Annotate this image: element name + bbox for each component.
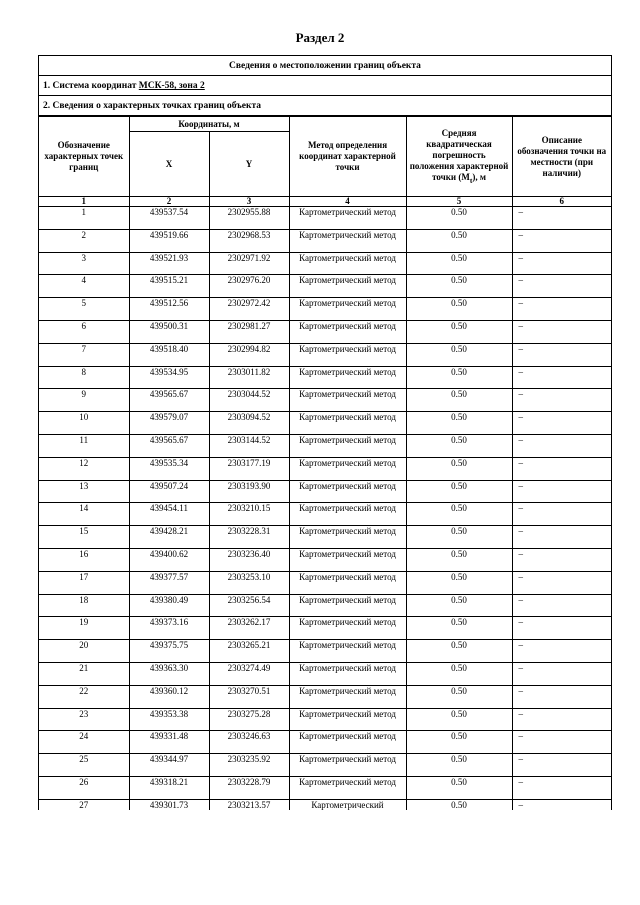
cell-err: 0.50: [406, 434, 512, 457]
cell-n: 26: [39, 776, 129, 799]
table-row: [39, 754, 611, 777]
table-row: [39, 731, 611, 754]
cell-err: 0.50: [406, 594, 512, 617]
boundary-form: [38, 55, 612, 810]
cell-n: 21: [39, 662, 129, 685]
cell-method: Картометрический метод: [289, 252, 406, 275]
cell-err: 0.50: [406, 389, 512, 412]
cell-n: 16: [39, 548, 129, 571]
table-row: [39, 503, 611, 526]
points-table: [39, 116, 611, 810]
cell-x: 439534.95: [129, 366, 209, 389]
cell-err: 0.50: [406, 685, 512, 708]
cell-x: 439537.54: [129, 207, 209, 230]
cell-desc: –: [512, 229, 611, 252]
cell-y: 2303236.40: [209, 548, 289, 571]
cell-method: Картометрический метод: [289, 366, 406, 389]
cell-err: 0.50: [406, 320, 512, 343]
cell-y: 2303044.52: [209, 389, 289, 412]
cell-y: 2303210.15: [209, 503, 289, 526]
cell-method: Картометрический метод: [289, 617, 406, 640]
cell-y: 2303274.49: [209, 662, 289, 685]
cell-method: Картометрический метод: [289, 275, 406, 298]
cell-method: Картометрический метод: [289, 229, 406, 252]
cell-method: Картометрический метод: [289, 343, 406, 366]
cell-desc: –: [512, 503, 611, 526]
cell-desc: –: [512, 708, 611, 731]
cell-err: 0.50: [406, 366, 512, 389]
cell-desc: –: [512, 662, 611, 685]
cell-n: 15: [39, 526, 129, 549]
cell-desc: –: [512, 457, 611, 480]
col-number: 2: [129, 197, 209, 207]
cell-y: 2302976.20: [209, 275, 289, 298]
col-number: 1: [39, 197, 129, 207]
cell-x: 439353.38: [129, 708, 209, 731]
section-title: Сведения о местоположении границ объекта: [39, 56, 611, 76]
cell-method: Картометрический метод: [289, 662, 406, 685]
cell-desc: –: [512, 571, 611, 594]
cell-desc: –: [512, 434, 611, 457]
table-row: [39, 685, 611, 708]
cell-x: 439318.21: [129, 776, 209, 799]
cell-n: 7: [39, 343, 129, 366]
table-row: [39, 594, 611, 617]
cell-desc: –: [512, 252, 611, 275]
cell-method: Картометрический метод: [289, 708, 406, 731]
cell-y: 2302994.82: [209, 343, 289, 366]
cell-x: 439518.40: [129, 343, 209, 366]
cell-err: 0.50: [406, 412, 512, 435]
table-row: [39, 548, 611, 571]
cell-err: 0.50: [406, 207, 512, 230]
cell-method: Картометрический метод: [289, 207, 406, 230]
cell-n: 3: [39, 252, 129, 275]
cell-x: 439535.34: [129, 457, 209, 480]
cell-err: 0.50: [406, 799, 512, 810]
cell-err: 0.50: [406, 731, 512, 754]
cell-y: 2302981.27: [209, 320, 289, 343]
cell-desc: –: [512, 389, 611, 412]
cell-n: 27: [39, 799, 129, 810]
cell-method: Картометрический метод: [289, 503, 406, 526]
cell-x: 439565.67: [129, 389, 209, 412]
cell-y: 2303144.52: [209, 434, 289, 457]
cell-method: Картометрический метод: [289, 298, 406, 321]
cell-x: 439507.24: [129, 480, 209, 503]
cell-x: 439515.21: [129, 275, 209, 298]
table-row: [39, 662, 611, 685]
points-title: 2. Сведения о характерных точках границ объекта: [39, 96, 611, 116]
cell-n: 13: [39, 480, 129, 503]
cell-err: 0.50: [406, 503, 512, 526]
cell-err: 0.50: [406, 526, 512, 549]
cell-desc: –: [512, 526, 611, 549]
cell-n: 6: [39, 320, 129, 343]
cell-method: Картометрический метод: [289, 526, 406, 549]
cell-y: 2302968.53: [209, 229, 289, 252]
cell-err: 0.50: [406, 548, 512, 571]
cell-x: 439301.73: [129, 799, 209, 810]
table-row: [39, 298, 611, 321]
table-row: [39, 799, 611, 810]
cell-n: 8: [39, 366, 129, 389]
cell-x: 439380.49: [129, 594, 209, 617]
table-row: [39, 207, 611, 230]
points-table-body: [39, 207, 611, 811]
header-x: X: [129, 132, 209, 197]
cell-desc: –: [512, 412, 611, 435]
cell-n: 22: [39, 685, 129, 708]
table-row: [39, 708, 611, 731]
cell-x: 439373.16: [129, 617, 209, 640]
table-row: [39, 366, 611, 389]
cell-y: 2303270.51: [209, 685, 289, 708]
cell-method: Картометрический метод: [289, 571, 406, 594]
cell-y: 2302971.92: [209, 252, 289, 275]
cell-err: 0.50: [406, 754, 512, 777]
cell-method: Картометрический метод: [289, 685, 406, 708]
table-row: [39, 776, 611, 799]
coord-system-value: МСК-58, зона 2: [138, 81, 205, 91]
cell-y: 2303253.10: [209, 571, 289, 594]
table-row: [39, 640, 611, 663]
header-point-designation: Обозначение характерных точек границ: [39, 117, 129, 197]
cell-n: 11: [39, 434, 129, 457]
cell-method: Картометрический метод: [289, 389, 406, 412]
col-number: 5: [406, 197, 512, 207]
cell-n: 5: [39, 298, 129, 321]
cell-x: 439500.31: [129, 320, 209, 343]
cell-err: 0.50: [406, 298, 512, 321]
cell-x: 439344.97: [129, 754, 209, 777]
cell-x: 439400.62: [129, 548, 209, 571]
cell-y: 2303228.79: [209, 776, 289, 799]
cell-desc: –: [512, 548, 611, 571]
cell-desc: –: [512, 320, 611, 343]
cell-desc: –: [512, 594, 611, 617]
cell-n: 23: [39, 708, 129, 731]
cell-n: 18: [39, 594, 129, 617]
table-row: [39, 617, 611, 640]
table-row: [39, 571, 611, 594]
header-method: Метод определения координат характерной точки: [289, 117, 406, 197]
cell-err: 0.50: [406, 708, 512, 731]
cell-method: Картометрический метод: [289, 594, 406, 617]
header-coordinates: Координаты, м: [129, 117, 289, 132]
cell-x: 439375.75: [129, 640, 209, 663]
header-description: Описание обозначения точки на местности (при наличии): [512, 117, 611, 197]
cell-desc: –: [512, 685, 611, 708]
cell-y: 2302972.42: [209, 298, 289, 321]
cell-y: 2303265.21: [209, 640, 289, 663]
cell-y: 2303228.31: [209, 526, 289, 549]
cell-x: 439519.66: [129, 229, 209, 252]
cell-desc: –: [512, 731, 611, 754]
cell-n: 4: [39, 275, 129, 298]
cell-y: 2303177.19: [209, 457, 289, 480]
cell-method: Картометрический метод: [289, 480, 406, 503]
cell-n: 9: [39, 389, 129, 412]
cell-desc: –: [512, 207, 611, 230]
cell-method: Картометрический метод: [289, 548, 406, 571]
cell-desc: –: [512, 480, 611, 503]
table-row: [39, 320, 611, 343]
cell-desc: –: [512, 799, 611, 810]
cell-method: Картометрический метод: [289, 320, 406, 343]
cell-x: 439428.21: [129, 526, 209, 549]
cell-desc: –: [512, 754, 611, 777]
cell-n: 25: [39, 754, 129, 777]
table-row: [39, 526, 611, 549]
cell-err: 0.50: [406, 640, 512, 663]
cell-method: Картометрический метод: [289, 412, 406, 435]
cell-n: 12: [39, 457, 129, 480]
table-row: [39, 275, 611, 298]
cell-n: 2: [39, 229, 129, 252]
cell-y: 2303094.52: [209, 412, 289, 435]
cell-x: 439454.11: [129, 503, 209, 526]
cell-method: Картометрический: [289, 799, 406, 810]
cell-err: 0.50: [406, 662, 512, 685]
table-row: [39, 434, 611, 457]
cell-x: 439521.93: [129, 252, 209, 275]
cell-n: 20: [39, 640, 129, 663]
cell-err: 0.50: [406, 252, 512, 275]
cell-x: 439512.56: [129, 298, 209, 321]
cell-err: 0.50: [406, 343, 512, 366]
cell-x: 439360.12: [129, 685, 209, 708]
cell-n: 14: [39, 503, 129, 526]
cell-err: 0.50: [406, 776, 512, 799]
cell-n: 19: [39, 617, 129, 640]
cell-n: 24: [39, 731, 129, 754]
table-row: [39, 412, 611, 435]
page-title: Раздел 2: [295, 30, 345, 45]
cell-y: 2303262.17: [209, 617, 289, 640]
cell-method: Картометрический метод: [289, 754, 406, 777]
cell-method: Картометрический метод: [289, 776, 406, 799]
cell-err: 0.50: [406, 275, 512, 298]
cell-desc: –: [512, 776, 611, 799]
coord-system-label: 1. Система координат: [43, 81, 137, 91]
table-row: [39, 389, 611, 412]
table-row: [39, 480, 611, 503]
cell-err: 0.50: [406, 617, 512, 640]
cell-y: 2303213.57: [209, 799, 289, 810]
header-error: [406, 117, 512, 197]
cell-desc: –: [512, 343, 611, 366]
cell-y: 2303193.90: [209, 480, 289, 503]
col-number: 6: [512, 197, 611, 207]
cell-desc: –: [512, 275, 611, 298]
cell-err: 0.50: [406, 480, 512, 503]
cell-y: 2303246.63: [209, 731, 289, 754]
header-y: Y: [209, 132, 289, 197]
cell-method: Картометрический метод: [289, 731, 406, 754]
header-error-text: Средняя квадратическая погрешность положения характерной точки $(M_t)$, м: [409, 127, 509, 185]
cell-n: 1: [39, 207, 129, 230]
cell-x: 439565.67: [129, 434, 209, 457]
cell-y: 2303256.54: [209, 594, 289, 617]
cell-y: 2303275.28: [209, 708, 289, 731]
table-row: [39, 457, 611, 480]
cell-y: 2302955.88: [209, 207, 289, 230]
cell-x: 439331.48: [129, 731, 209, 754]
table-row: [39, 343, 611, 366]
cell-method: Картометрический метод: [289, 434, 406, 457]
cell-err: 0.50: [406, 457, 512, 480]
cell-desc: –: [512, 617, 611, 640]
cell-y: 2303235.92: [209, 754, 289, 777]
cell-x: 439377.57: [129, 571, 209, 594]
cell-x: 439363.30: [129, 662, 209, 685]
table-row: [39, 229, 611, 252]
cell-n: 17: [39, 571, 129, 594]
cell-y: 2303011.82: [209, 366, 289, 389]
cell-err: 0.50: [406, 571, 512, 594]
cell-x: 439579.07: [129, 412, 209, 435]
cell-err: 0.50: [406, 229, 512, 252]
table-row: [39, 252, 611, 275]
coord-system-row: [39, 76, 611, 96]
cell-desc: –: [512, 366, 611, 389]
cell-n: 10: [39, 412, 129, 435]
col-number: 4: [289, 197, 406, 207]
cell-desc: –: [512, 640, 611, 663]
cell-desc: –: [512, 298, 611, 321]
cell-method: Картометрический метод: [289, 640, 406, 663]
cell-method: Картометрический метод: [289, 457, 406, 480]
col-number: 3: [209, 197, 289, 207]
